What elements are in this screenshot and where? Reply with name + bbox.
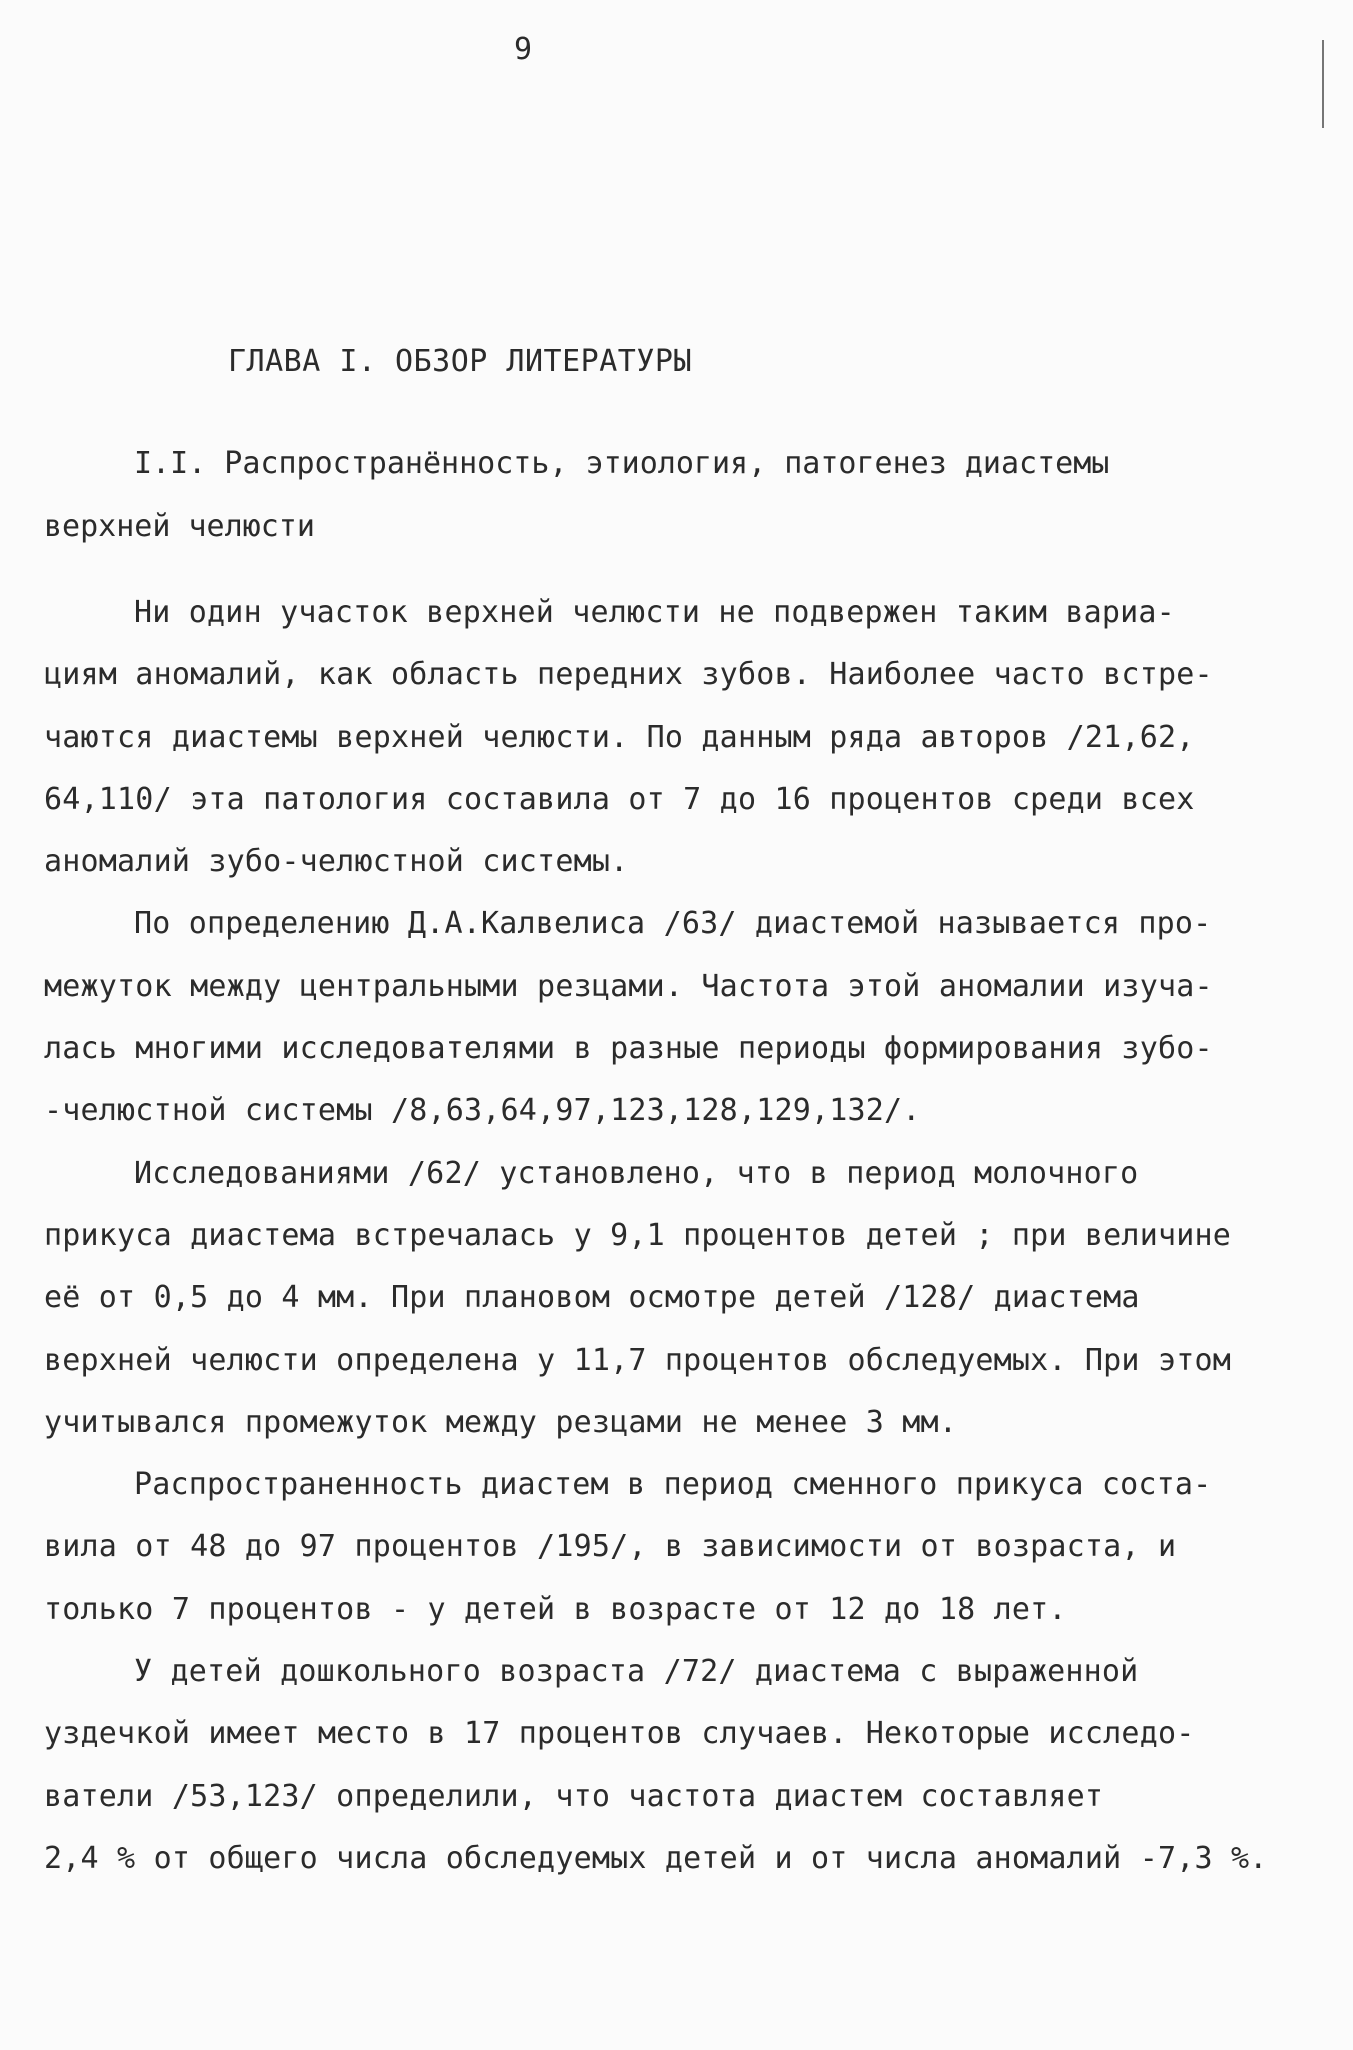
paragraph-line: учитывался промежуток между резцами не менее 3 мм.: [44, 1404, 958, 1440]
body-text: [44, 582, 1334, 1890]
paragraph-line: ватели /53,123/ определили, что частота диастем составляет: [44, 1778, 1104, 1814]
paragraph-line: 64,110/ эта патология составила от 7 до 16 процентов среди всех: [44, 781, 1195, 817]
paragraph-line: Ни один участок верхней челюсти не подвержен таким вариа-: [134, 595, 1175, 630]
paragraph-line: аномалий зубо-челюстной системы.: [44, 844, 629, 880]
page-edge-mark: [1322, 40, 1324, 128]
paragraph-line: 2,4 % от общего числа обследуемых детей и от числа аномалий -7,3 %.: [44, 1840, 1268, 1876]
paragraph-line: прикуса диастема встречалась у 9,1 процентов детей ; при величине: [44, 1217, 1231, 1253]
page-number: 9: [514, 32, 533, 67]
section-title: [44, 432, 1304, 558]
paragraph-line: -челюстной системы /8,63,64,97,123,128,129,132/.: [44, 1093, 921, 1129]
paragraph-line: чаются диастемы верхней челюсти. По данным ряда авторов /21,62,: [44, 719, 1195, 755]
section-title-line: I.I. Распространённость, этиология, патогенез диастемы: [134, 446, 1110, 481]
paragraph-line: только 7 процентов - у детей в возрасте от 12 до 18 лет.: [44, 1591, 1067, 1627]
paragraph-line: Исследованиями /62/ установлено, что в период молочного: [134, 1155, 1139, 1191]
paragraph-line: циям аномалий, как область передних зубов. Наиболее часто встре-: [44, 657, 1213, 693]
paragraph-line: вила от 48 до 97 процентов /195/, в зависимости от возраста, и: [44, 1529, 1177, 1565]
paragraph-line: По определению Д.А.Калвелиса /63/ диастемой называется про-: [134, 906, 1212, 942]
paragraph-line: межуток между центральными резцами. Частота этой аномалии изуча-: [44, 968, 1213, 1004]
paragraph-line: Распространенность диастем в период сменного прикуса соста-: [134, 1467, 1212, 1503]
paragraph-line: её от 0,5 до 4 мм. При плановом осмотре детей /128/ диастема: [44, 1280, 1140, 1316]
section-title-line: верхней челюсти: [44, 509, 315, 544]
paragraph-line: верхней челюсти определена у 11,7 процентов обследуемых. При этом: [44, 1342, 1231, 1378]
paragraph-line: лась многими исследователями в разные периоды формирования зубо-: [44, 1031, 1213, 1067]
chapter-title: ГЛАВА I. ОБЗОР ЛИТЕРАТУРЫ: [228, 344, 693, 379]
paragraph-line: У детей дошкольного возраста /72/ диастема с выраженной: [134, 1654, 1139, 1690]
paragraph-line: уздечкой имеет место в 17 процентов случаев. Некоторые исследо-: [44, 1716, 1195, 1752]
